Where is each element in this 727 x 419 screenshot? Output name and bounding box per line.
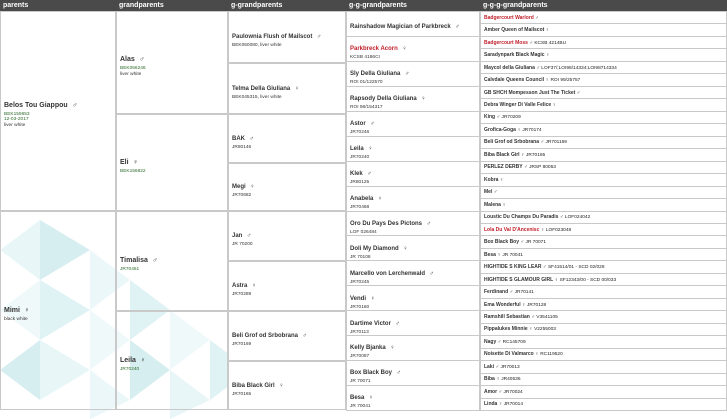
- coat-color: black white: [4, 316, 28, 322]
- g-g-grandparent-13[interactable]: [346, 310, 480, 336]
- sex-icon: ♂: [535, 14, 539, 21]
- sex-icon: ♀: [517, 126, 522, 133]
- registration: JR70289: [232, 292, 252, 298]
- g-g-grandparent-1[interactable]: [346, 11, 480, 37]
- sex-icon: ♂: [536, 64, 540, 71]
- g-grandparent-3[interactable]: [228, 114, 346, 163]
- sex-icon: ♀: [402, 46, 407, 53]
- sex-icon: ♀: [545, 77, 550, 84]
- g-grandparent-2[interactable]: [228, 63, 346, 114]
- sex-icon: ♂: [246, 233, 252, 240]
- g-g-g-grandparent-24[interactable]: [480, 298, 727, 311]
- g-g-g-grandparent-14[interactable]: [480, 173, 727, 186]
- sex-icon: ♀: [368, 395, 374, 402]
- sex-icon: ♀: [545, 52, 550, 59]
- sex-icon: ♂: [576, 89, 581, 96]
- dog-name[interactable]: Calvdale Queens Council: [484, 77, 545, 84]
- dog-name[interactable]: Pippalukes Minnie: [484, 326, 528, 333]
- registration: LOF37/;LOI98/14334;LOI98714334: [541, 65, 617, 71]
- header-g-g-grandparents: g-g-grandparents: [346, 0, 480, 11]
- sex-icon: ♂: [497, 338, 502, 345]
- sex-icon: ♀: [528, 326, 533, 333]
- header-g-g-g-grandparents: g-g-g-grandparents: [480, 0, 727, 11]
- dog-name[interactable]: Saradynpark Black Magic: [484, 52, 545, 59]
- g-g-grandparent-9[interactable]: [346, 211, 480, 237]
- registration: JR70682: [232, 193, 252, 199]
- dog-name[interactable]: Ferdinand: [484, 289, 509, 296]
- dog-name[interactable]: Laki: [484, 363, 495, 370]
- header-g-grandparents: g-grandparents: [228, 0, 346, 11]
- sex-icon: ♂: [495, 363, 500, 370]
- dog-name[interactable]: Leila: [350, 145, 364, 152]
- dog-name[interactable]: Belos Tou Giappou: [4, 101, 68, 109]
- registration: ROI 99/25757: [550, 78, 581, 84]
- registration: JR70245: [350, 279, 370, 285]
- g-g-grandparent-15[interactable]: [346, 360, 480, 386]
- registration: JR 70108: [350, 254, 371, 260]
- g-g-grandparent-2[interactable]: [346, 36, 480, 62]
- registration: JR70451: [120, 267, 140, 273]
- dog-name[interactable]: Paulownia Flush of Mailscot: [232, 34, 313, 41]
- dog-name[interactable]: Beli Grof od Srbobrana: [484, 139, 540, 146]
- registration: ROI 98/154317: [350, 105, 383, 111]
- g-g-g-grandparent-30[interactable]: [480, 373, 727, 386]
- registration: JR70024: [503, 389, 523, 395]
- parent-sire[interactable]: [0, 11, 116, 211]
- header-parents: parents: [0, 0, 116, 11]
- g-g-grandparent-16[interactable]: [346, 385, 480, 411]
- dog-name[interactable]: Rainshadow Magician of Parkbreck: [350, 23, 451, 30]
- sex-icon: ♀: [294, 85, 300, 92]
- sex-icon: ♂: [498, 388, 503, 395]
- g-g-grandparent-14[interactable]: [346, 335, 480, 361]
- g-g-g-grandparent-3[interactable]: [480, 36, 727, 49]
- registration: JR 70071: [525, 240, 546, 246]
- header-grandparents: grandparents: [116, 0, 228, 11]
- g-g-g-grandparent-21[interactable]: [480, 260, 727, 273]
- sex-icon: ♀: [498, 401, 503, 408]
- registration: BEK045315, liver white: [232, 94, 282, 100]
- sex-icon: ♀: [133, 158, 139, 166]
- dog-name[interactable]: BAK: [232, 135, 245, 142]
- registration: JR 70041: [350, 404, 371, 410]
- g-grandparent-4[interactable]: [228, 163, 346, 211]
- dog-name[interactable]: Rapsody Della Giuliana: [350, 96, 417, 103]
- g-g-g-grandparent-18[interactable]: [480, 223, 727, 236]
- dog-name[interactable]: Jan: [232, 233, 243, 240]
- dog-name[interactable]: Linda: [484, 401, 498, 408]
- dog-name[interactable]: Dartime Victor: [350, 320, 391, 327]
- registration: JR70468: [350, 204, 370, 210]
- dog-name[interactable]: Astor: [350, 121, 366, 128]
- sex-icon: ♀: [24, 306, 30, 314]
- dog-name[interactable]: Amor: [484, 388, 498, 395]
- g-g-g-grandparent-9[interactable]: [480, 111, 727, 124]
- dog-name[interactable]: Loustic Du Champs Du Paradis: [484, 214, 559, 221]
- dog-name[interactable]: Beli Grof od Srbobrana: [232, 333, 299, 340]
- g-g-g-grandparent-25[interactable]: [480, 310, 727, 323]
- sex-icon: ♂: [396, 370, 401, 377]
- registration: JR70169: [232, 342, 252, 348]
- dog-name[interactable]: Alas: [120, 56, 135, 64]
- dog-name[interactable]: PERLEZ DERBY: [484, 164, 523, 171]
- sex-icon: ♀: [421, 96, 426, 103]
- grandparent-1[interactable]: [116, 11, 228, 114]
- dog-name[interactable]: Klek: [350, 170, 363, 177]
- g-g-g-grandparent-2[interactable]: [480, 23, 727, 36]
- dog-name[interactable]: Timalisa: [120, 257, 148, 265]
- dog-name[interactable]: Debra Winger Di Valle Felice: [484, 102, 552, 109]
- dog-name[interactable]: Amber Queen of Mailscot: [484, 27, 545, 34]
- sex-icon: ♂: [316, 34, 322, 41]
- dog-name[interactable]: Oro Du Pays Des Pictons: [350, 220, 423, 227]
- sex-icon: ♂: [540, 139, 545, 146]
- sex-icon: ♂: [395, 320, 400, 327]
- g-g-grandparent-4[interactable]: [346, 86, 480, 112]
- dog-name[interactable]: Doli My Diamond: [350, 245, 399, 252]
- registration: JR70165: [526, 152, 546, 158]
- dog-name[interactable]: Astra: [232, 283, 248, 290]
- sex-icon: ♂: [455, 23, 460, 30]
- registration: JR70013: [500, 364, 520, 370]
- registration: JR70174: [522, 127, 542, 133]
- sex-icon: ♂: [509, 289, 514, 296]
- dog-name[interactable]: Ramshill Sebastian: [484, 313, 530, 320]
- registration: ROI 01/122570: [350, 80, 383, 86]
- registration: V2255003: [534, 327, 556, 333]
- registration: SF41514/01 - SCD 02/028: [547, 265, 605, 271]
- registration: JR70240: [350, 154, 370, 160]
- dog-name[interactable]: Vendi: [350, 295, 367, 302]
- dog-name[interactable]: HIGHTIDE S KING LEAR: [484, 264, 542, 271]
- registration: JR 70041: [502, 252, 523, 258]
- registration: LOF 026484: [350, 229, 377, 235]
- registration: JR70113: [350, 329, 369, 335]
- dog-name[interactable]: Anabela: [350, 195, 374, 202]
- dog-name[interactable]: Parkbreck Acorn: [350, 46, 398, 53]
- sex-icon: ♀: [545, 27, 550, 34]
- grandparent-2[interactable]: [116, 114, 228, 211]
- sex-icon: ♂: [249, 135, 254, 142]
- sex-icon: ♀: [554, 276, 559, 283]
- dog-name[interactable]: Biba Black Girl: [232, 382, 275, 389]
- coat-color: liver white: [120, 71, 142, 77]
- g-g-g-grandparent-31[interactable]: [480, 385, 727, 398]
- dog-name[interactable]: Kelly Bjanka: [350, 345, 386, 352]
- registration: JR40536: [501, 377, 521, 383]
- sex-icon: ♂: [496, 114, 501, 121]
- birth-date: 12-03-2017: [4, 117, 29, 123]
- g-g-g-grandparent-12[interactable]: [480, 148, 727, 161]
- sex-icon: ♀: [377, 195, 383, 202]
- g-g-g-grandparent-16[interactable]: [480, 198, 727, 211]
- sex-icon: ♂: [429, 270, 434, 277]
- sex-icon: ♂: [559, 214, 564, 221]
- registration: BEK050080, liver white: [232, 43, 282, 49]
- dog-name[interactable]: Besa: [484, 251, 496, 258]
- dog-name[interactable]: Mel: [484, 189, 493, 196]
- dog-name[interactable]: Malena: [484, 201, 501, 208]
- registration: JR80125: [350, 179, 370, 185]
- sex-icon: ♀: [499, 176, 504, 183]
- g-g-g-grandparent-20[interactable]: [480, 248, 727, 261]
- g-grandparent-7[interactable]: [228, 311, 346, 361]
- g-g-grandparent-7[interactable]: [346, 161, 480, 187]
- registration: BEK159653: [4, 111, 30, 117]
- registration: JR70141: [514, 290, 534, 296]
- g-g-g-grandparent-5[interactable]: [480, 61, 727, 74]
- registration: JR70014: [503, 402, 523, 408]
- parent-dam[interactable]: [0, 211, 116, 410]
- g-g-g-grandparent-19[interactable]: [480, 235, 727, 248]
- sex-icon: ♀: [279, 382, 284, 389]
- registration: JR701169: [545, 140, 567, 146]
- sex-icon: ♂: [152, 257, 158, 265]
- g-g-g-grandparent-13[interactable]: [480, 161, 727, 174]
- g-g-g-grandparent-23[interactable]: [480, 285, 727, 298]
- g-g-g-grandparent-22[interactable]: [480, 273, 727, 286]
- sex-icon: ♂: [302, 333, 307, 340]
- dog-name[interactable]: Sly Della Giuliana: [350, 71, 401, 78]
- sex-icon: ♂: [426, 220, 431, 227]
- g-g-grandparent-12[interactable]: [346, 285, 480, 311]
- registration: JR70165: [232, 391, 252, 397]
- sex-icon: ♂: [139, 56, 145, 64]
- dog-name[interactable]: Box Black Boy: [350, 370, 393, 377]
- sex-icon: ♀: [251, 283, 257, 290]
- registration: JR 70200: [232, 242, 253, 248]
- dog-name[interactable]: HIGHTIDE S GLAMOUR GIRL: [484, 276, 554, 283]
- dog-name[interactable]: Grofica-Goga: [484, 126, 516, 133]
- sex-icon: ♂: [367, 170, 372, 177]
- g-g-g-grandparent-26[interactable]: [480, 323, 727, 336]
- registration: JR70160: [350, 304, 370, 310]
- sex-icon: ♀: [502, 201, 507, 208]
- registration: RC119520: [540, 352, 563, 358]
- registration: JRSP 80053: [529, 165, 556, 171]
- sex-icon: ♂: [493, 189, 498, 196]
- sex-icon: ♀: [250, 184, 255, 191]
- sex-icon: ♀: [140, 356, 146, 364]
- g-g-grandparent-10[interactable]: [346, 235, 480, 261]
- g-grandparent-6[interactable]: [228, 261, 346, 311]
- grandparent-4[interactable]: [116, 311, 228, 410]
- registration: JR70240: [120, 366, 140, 372]
- g-g-g-grandparent-8[interactable]: [480, 98, 727, 111]
- registration: KCSB 4214BU: [534, 40, 567, 46]
- dog-name[interactable]: Box Black Boy: [484, 239, 520, 246]
- sex-icon: ♀: [521, 301, 526, 308]
- sex-icon: ♀: [520, 151, 525, 158]
- dog-name[interactable]: Nagy: [484, 338, 497, 345]
- g-g-g-grandparent-28[interactable]: [480, 348, 727, 361]
- sex-icon: ♂: [531, 313, 535, 320]
- sex-icon: ♂: [404, 71, 410, 78]
- registration: BEK056246: [120, 66, 146, 72]
- sex-icon: ♀: [540, 226, 545, 233]
- sex-icon: ♂: [523, 164, 528, 171]
- g-grandparent-8[interactable]: [228, 361, 346, 410]
- dog-name[interactable]: Mimi: [4, 306, 20, 314]
- sex-icon: ♀: [368, 145, 373, 152]
- dog-name[interactable]: Marcello von Lerchenwald: [350, 270, 426, 277]
- g-g-g-grandparent-1[interactable]: [480, 11, 727, 24]
- g-g-g-grandparent-6[interactable]: [480, 73, 727, 86]
- g-g-grandparent-6[interactable]: [346, 136, 480, 162]
- sex-icon: ♀: [496, 376, 500, 383]
- registration: KCSB 4186CI: [350, 55, 380, 61]
- coat-color: liver white: [4, 122, 26, 128]
- g-grandparent-5[interactable]: [228, 211, 346, 261]
- registration: JR70087: [350, 354, 370, 360]
- dog-name[interactable]: Noisette Di Valmarco: [484, 351, 534, 358]
- dog-name[interactable]: Biba Black Girl: [484, 151, 520, 158]
- sex-icon: ♂: [72, 101, 78, 109]
- registration: SF12343/00 - SCD 00/033: [559, 277, 617, 283]
- registration: JR70246: [350, 130, 370, 136]
- registration: V3541105: [536, 314, 558, 320]
- g-g-grandparent-5[interactable]: [346, 111, 480, 137]
- g-g-g-grandparent-17[interactable]: [480, 211, 727, 224]
- registration: JR70209: [501, 115, 521, 121]
- registration: RC145709: [502, 339, 526, 345]
- g-g-g-grandparent-10[interactable]: [480, 123, 727, 136]
- registration: LOF023048: [545, 227, 572, 233]
- dog-name[interactable]: Megi: [232, 184, 246, 191]
- sex-icon: ♂: [529, 39, 533, 46]
- dog-name[interactable]: Kobra: [484, 176, 499, 183]
- dog-name[interactable]: Eli: [120, 158, 129, 166]
- g-g-g-grandparent-27[interactable]: [480, 335, 727, 348]
- g-g-grandparent-8[interactable]: [346, 186, 480, 212]
- sex-icon: ♀: [390, 345, 395, 352]
- g-g-g-grandparent-11[interactable]: [480, 136, 727, 149]
- dog-name[interactable]: Biba: [484, 376, 495, 383]
- g-grandparent-1[interactable]: [228, 11, 346, 63]
- dog-name[interactable]: Lola Du Val D'Ancenisc: [484, 226, 540, 233]
- dog-name[interactable]: Maycol della Giuliana: [484, 64, 535, 71]
- g-g-grandparent-11[interactable]: [346, 260, 480, 286]
- dog-name[interactable]: Badgercourt Warlord: [484, 14, 534, 21]
- sex-icon: ♀: [370, 295, 375, 302]
- sex-icon: ♀: [403, 245, 408, 252]
- dog-name[interactable]: Telma Della Giuliana: [232, 85, 291, 92]
- g-g-g-grandparent-4[interactable]: [480, 48, 727, 61]
- g-g-g-grandparent-15[interactable]: [480, 186, 727, 199]
- dog-name[interactable]: Ema Wonderful: [484, 301, 521, 308]
- sex-icon: ♂: [370, 121, 375, 128]
- g-g-g-grandparent-7[interactable]: [480, 86, 727, 99]
- dog-name[interactable]: Besa: [350, 395, 365, 402]
- grandparent-3[interactable]: [116, 211, 228, 311]
- dog-name[interactable]: King: [484, 114, 496, 121]
- sex-icon: ♂: [542, 264, 547, 271]
- registration: LOF024042: [564, 215, 591, 221]
- sex-icon: ♀: [552, 102, 557, 109]
- sex-icon: ♀: [535, 351, 539, 358]
- sex-icon: ♀: [497, 251, 502, 258]
- sex-icon: ♂: [520, 239, 525, 246]
- dog-name[interactable]: Badgercourt Moss: [484, 39, 528, 46]
- registration: JR80146: [232, 144, 252, 150]
- registration: BEK156822: [120, 168, 146, 174]
- dog-name[interactable]: Leila: [120, 356, 136, 364]
- g-g-g-grandparent-29[interactable]: [480, 360, 727, 373]
- dog-name[interactable]: GB SHCH Mompesson Just The Ticket: [484, 89, 576, 96]
- g-g-grandparent-3[interactable]: [346, 61, 480, 87]
- g-g-g-grandparent-32[interactable]: [480, 398, 727, 411]
- registration: JR 70071: [350, 379, 371, 385]
- registration: JR70128: [527, 302, 547, 308]
